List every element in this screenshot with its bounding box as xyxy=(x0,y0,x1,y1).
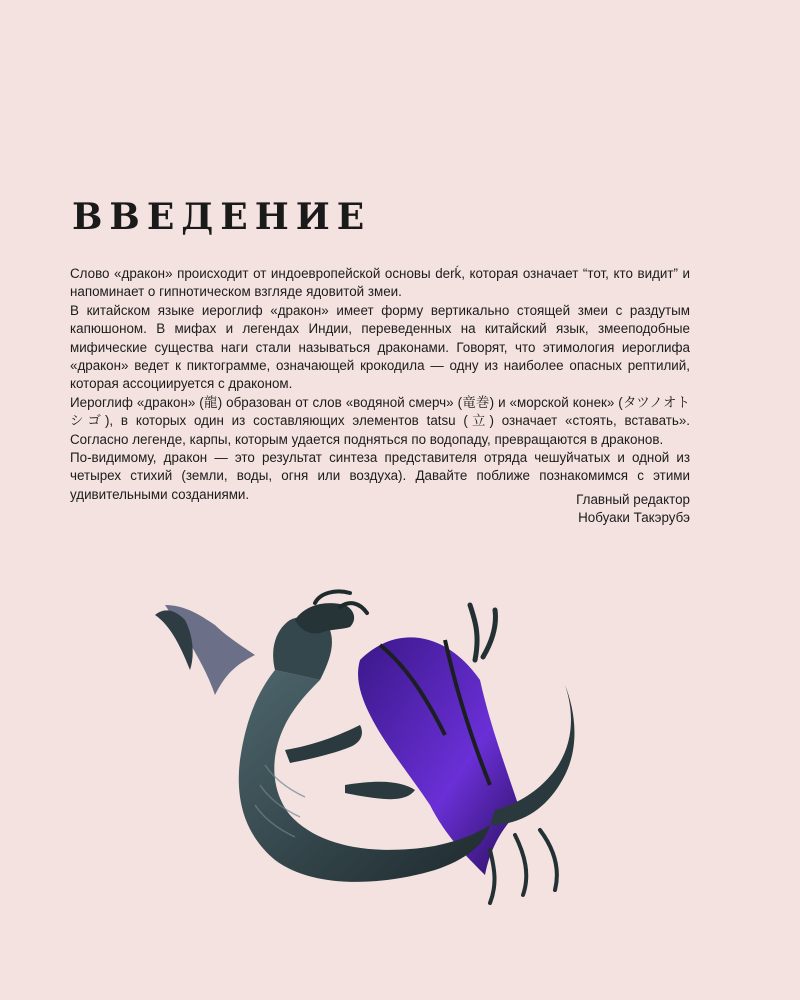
signature-role: Главный редактор xyxy=(576,492,690,507)
dragon-leg-2 xyxy=(345,782,415,799)
paragraph-3: Иероглиф «дракон» (龍) образован от слов «водяной смерч» (竜巻) и «морской конек» (タツノオトシゴ), в которых один из составляющих элементов tatsu (立) означает «стоять, вставать». Согласно легенде, карпы, которым удается подняться по водопаду, превращаются в драконов. xyxy=(70,394,690,447)
paragraph-4: По-видимому, дракон — это результат синтеза представителя отряда чешуйчатых и одной из четырех стихий (земли, воды, огня или воздуха). Давайте поближе познакомимся с этими удивительными созданиями. xyxy=(70,450,690,502)
wing-claw-top xyxy=(470,605,496,660)
dragon-head-shape xyxy=(295,603,354,633)
paragraph-1: Слово «дракон» происходит от индоевропейской основы derḱ, которая означает “тот, кто видит” и напоминает о гипнотическом взгляде ядовитой змеи. xyxy=(70,266,690,300)
purple-wing-shape xyxy=(358,637,520,875)
signature xyxy=(576,491,690,528)
paragraph-2: В китайском языке иероглиф «дракон» имеет форму вертикально стоящей змеи с раздутым капюшоном. В мифах и легендах Индии, переведенных на китайский язык, змееподобные мифические существа наги стали называться драконами. Говорят, что этимология иероглифа «дракон» ведет к пиктограмме, означающей крокодила — одну из наиболее опасных рептилий, которая ассоциируется с драконом. xyxy=(70,302,690,392)
signature-name: Нобуаки Такэрубэ xyxy=(578,510,690,526)
intro-text xyxy=(70,265,690,504)
dragon-claws-bottom xyxy=(490,830,557,903)
dragon-illustration xyxy=(145,585,630,920)
dragon-leg-1 xyxy=(285,725,362,763)
page-title: ВВЕДЕНИЕ xyxy=(72,196,372,238)
